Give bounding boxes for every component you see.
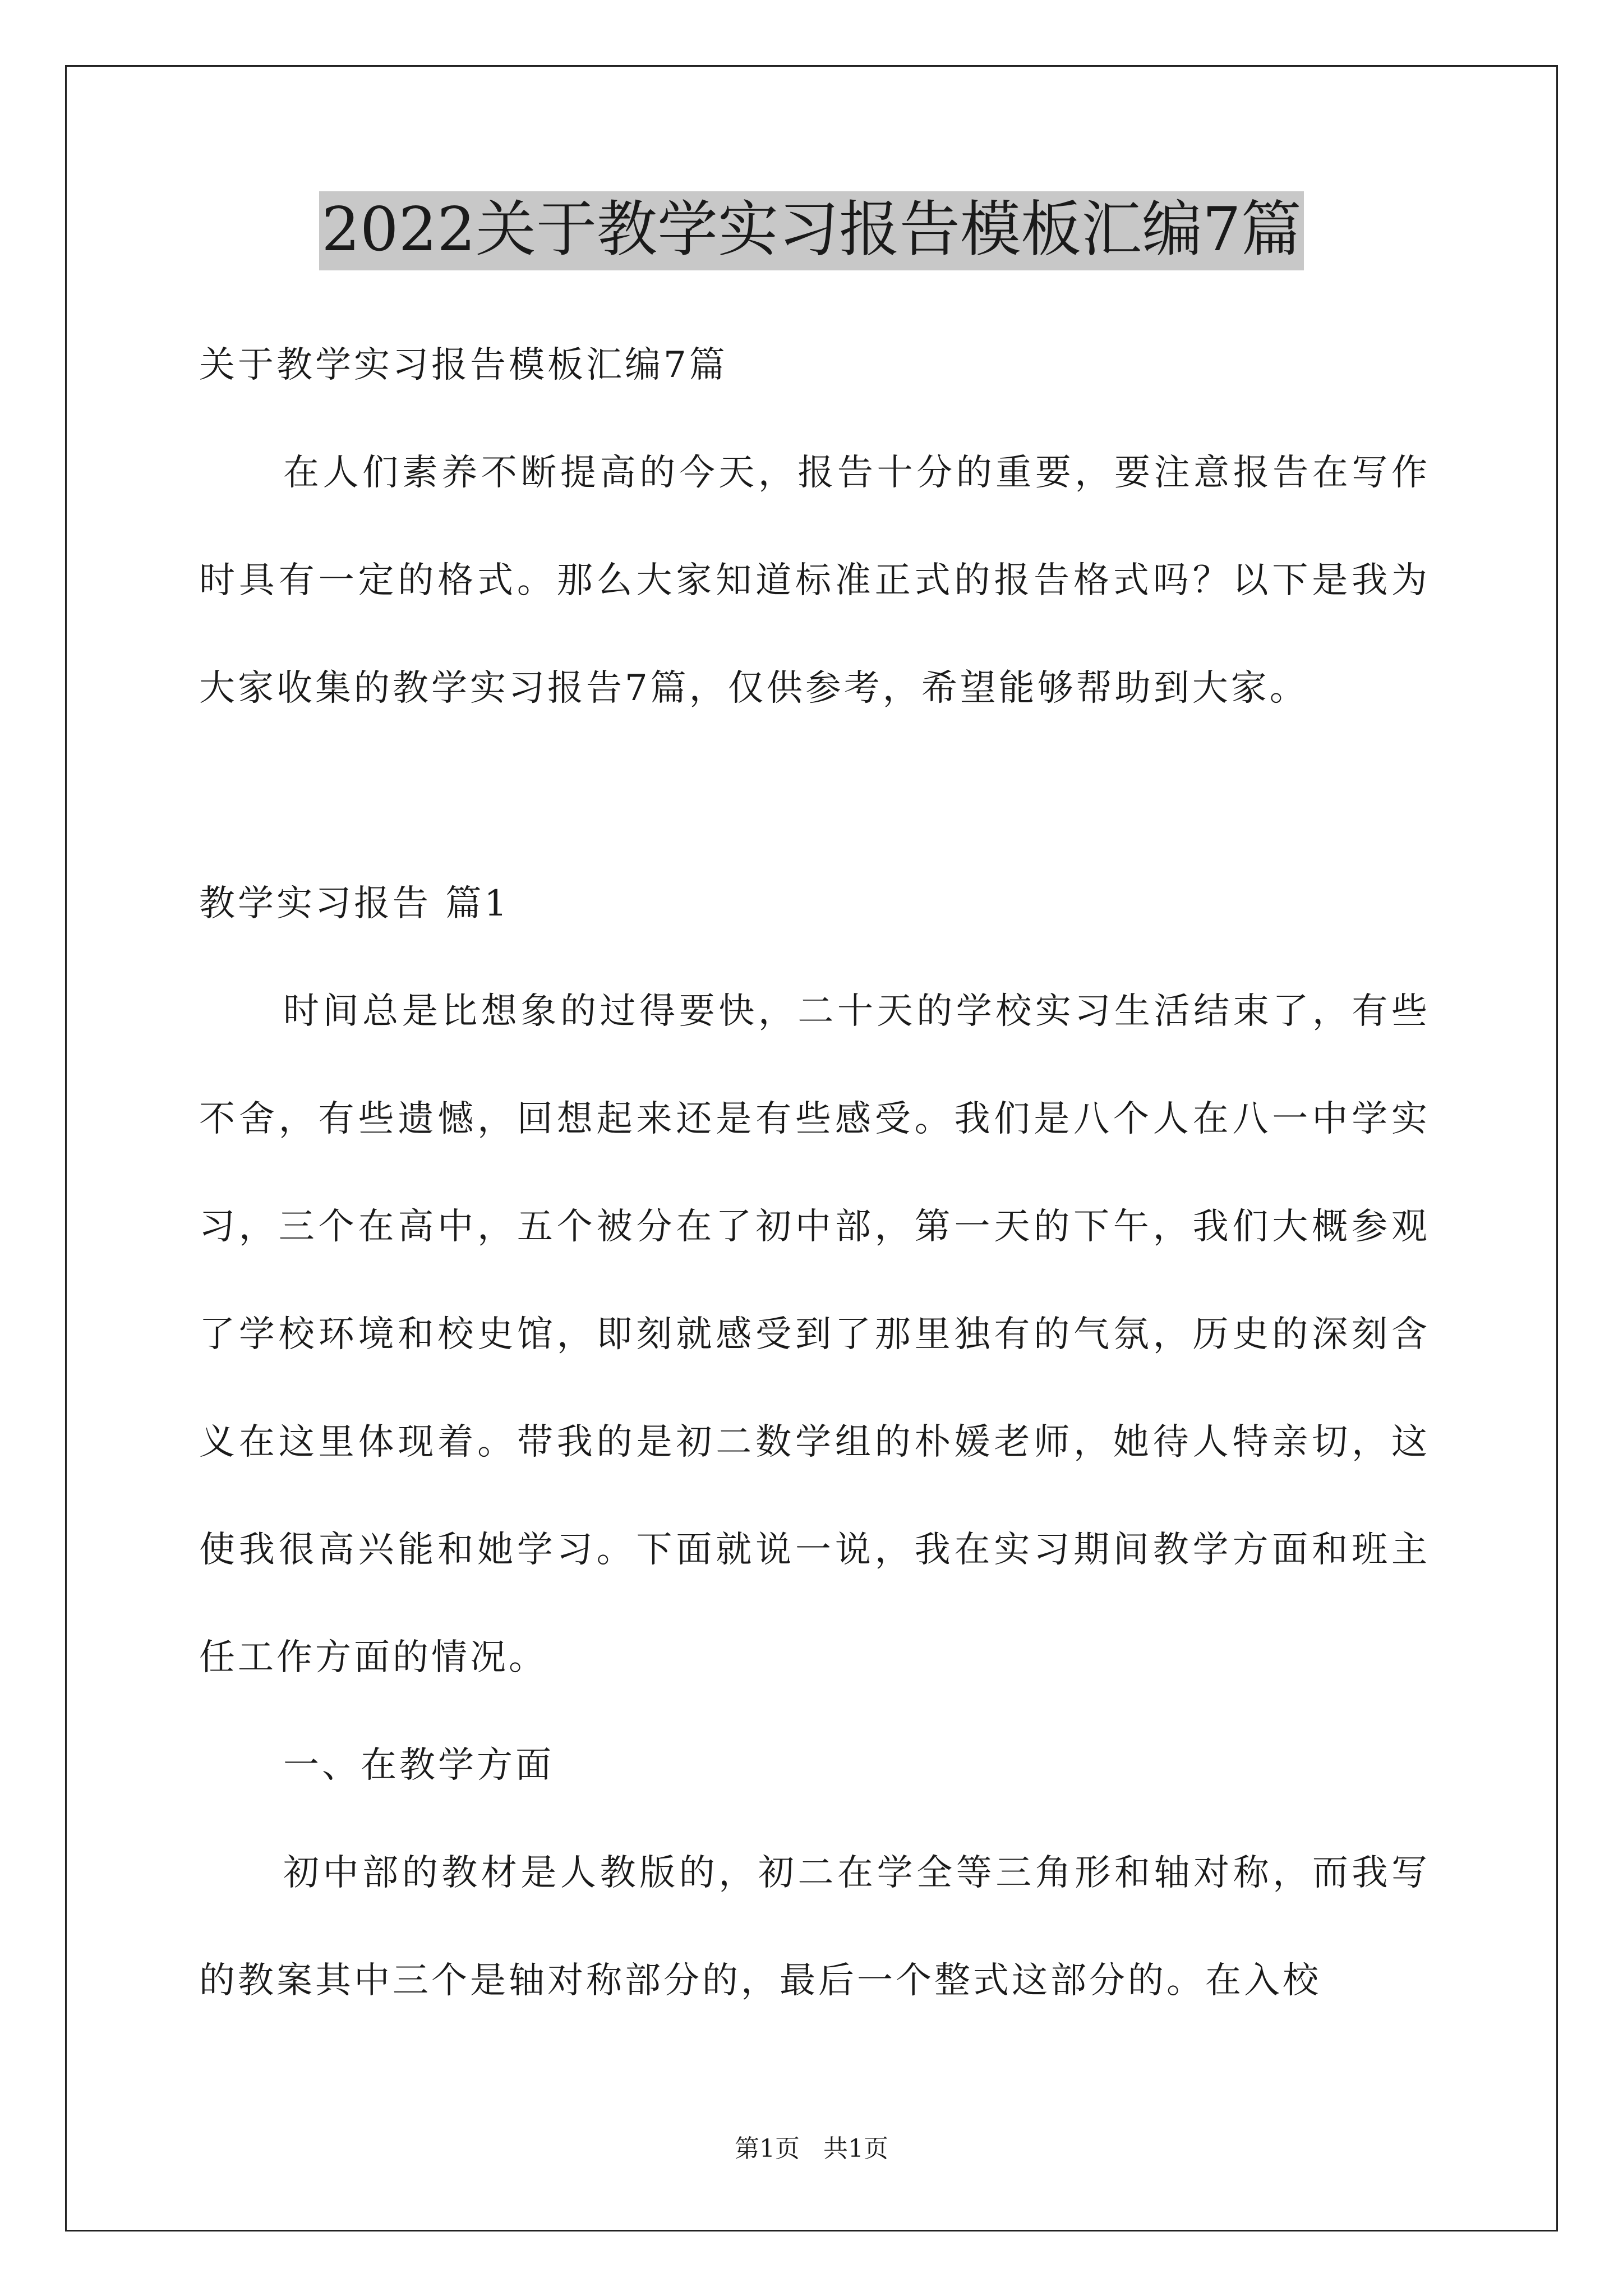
section-heading: 教学实习报告 篇1 [199, 883, 510, 924]
title-text: 2022关于教学实习报告模板汇编7篇 [319, 191, 1304, 270]
document-subtitle: 关于教学实习报告模板汇编7篇 [199, 344, 728, 386]
subheading-teaching: 一、在教学方面 [283, 1745, 554, 1786]
intro-paragraph: 在人们素养不断提高的今天，报告十分的重要，要注意报告在写作时具有一定的格式。那么大家知道标准正式的报告格式吗？以下是我为大家收集的教学实习报告7篇，仅供参考，希望能够帮助到大家。 [199, 452, 1430, 709]
document-body [199, 311, 1430, 2035]
page-footer: 第1页 共1页 [735, 2134, 888, 2163]
body-paragraph: 时间总是比想象的过得要快，二十天的学校实习生活结束了，有些不舍，有些遗憾，回想起来还是有些感受。我们是八个人在八一中学实习，三个在高中，五个被分在了初中部，第一天的下午，我们大概参观了学校环境和校史馆，即刻就感受到了那里独有的气氛，历史的深刻含义在这里体现着。带我的是初二数学组的朴媛老师，她待人特亲切，这使我很高兴能和她学习。下面就说一说，我在实习期间教学方面和班主任工作方面的情况。 [199, 991, 1430, 1678]
body-paragraph: 初中部的教材是人教版的，初二在学全等三角形和轴对称，而我写的教案其中三个是轴对称部分的，最后一个整式这部分的。在入校 [199, 1852, 1430, 2001]
document-title [0, 194, 1623, 266]
